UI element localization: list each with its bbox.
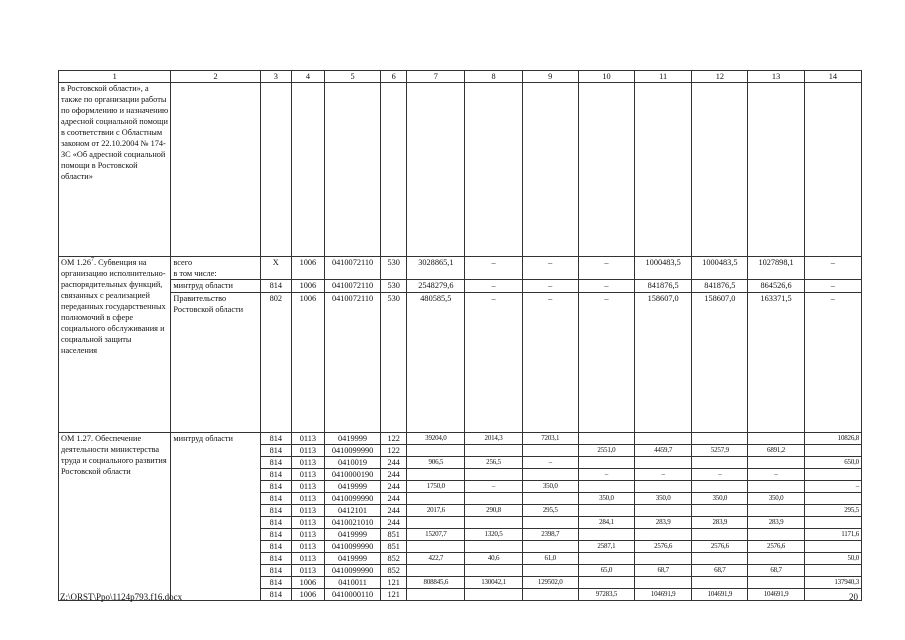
- empty-cell: [635, 83, 692, 257]
- table-cell: 0113: [291, 541, 324, 553]
- event-name-cell: ОМ 1.27. Обеспечение деятельности министерства труда и социального развития Ростовской области: [59, 433, 171, 601]
- table-cell: 2548279,6: [407, 280, 465, 293]
- empty-cell: [635, 505, 692, 517]
- table-cell: 0113: [291, 565, 324, 577]
- empty-cell: [578, 505, 634, 517]
- table-cell: 68,7: [748, 565, 804, 577]
- empty-cell: [635, 433, 692, 445]
- table-cell: 283,9: [635, 517, 692, 529]
- table-cell: –: [522, 280, 578, 293]
- empty-cell: [692, 553, 748, 565]
- table-cell: 158607,0: [692, 293, 748, 433]
- empty-cell: [522, 541, 578, 553]
- table-cell: 814: [260, 280, 291, 293]
- empty-cell: [324, 83, 380, 257]
- table-cell: –: [692, 469, 748, 481]
- table-cell: 2576,6: [748, 541, 804, 553]
- empty-cell: [804, 83, 861, 257]
- table-cell: 0412101: [324, 505, 380, 517]
- table-cell: 814: [260, 505, 291, 517]
- table-cell: 814: [260, 481, 291, 493]
- empty-cell: [692, 529, 748, 541]
- table-row: [59, 280, 862, 293]
- empty-cell: [522, 565, 578, 577]
- column-header: 4: [291, 71, 324, 83]
- empty-cell: [635, 529, 692, 541]
- table-cell: 0113: [291, 505, 324, 517]
- event-name-cell: [59, 257, 171, 433]
- empty-cell: [748, 481, 804, 493]
- empty-cell: [748, 457, 804, 469]
- empty-cell: [465, 517, 522, 529]
- empty-cell: [407, 517, 465, 529]
- table-cell: 0410099990: [324, 565, 380, 577]
- empty-cell: [171, 83, 260, 257]
- table-cell: 290,8: [465, 505, 522, 517]
- table-cell: 283,9: [748, 517, 804, 529]
- column-header: 5: [324, 71, 380, 83]
- empty-cell: [522, 493, 578, 505]
- table-cell: 0113: [291, 493, 324, 505]
- table-cell: 39204,0: [407, 433, 465, 445]
- table-cell: 0410072110: [324, 280, 380, 293]
- table-cell: 851: [381, 529, 407, 541]
- table-cell: 0410011: [324, 577, 380, 589]
- empty-cell: [578, 433, 634, 445]
- column-header: 13: [748, 71, 804, 83]
- table-cell: 2576,6: [635, 541, 692, 553]
- table-cell: 808845,6: [407, 577, 465, 589]
- table-cell: 0410099990: [324, 445, 380, 457]
- table-cell: 0113: [291, 529, 324, 541]
- column-header: 3: [260, 71, 291, 83]
- table-cell: 0113: [291, 517, 324, 529]
- table-row: [59, 83, 862, 257]
- table-cell: 814: [260, 493, 291, 505]
- table-cell: 0113: [291, 433, 324, 445]
- table-cell: –: [578, 257, 634, 280]
- empty-cell: [578, 553, 634, 565]
- empty-cell: [465, 565, 522, 577]
- table-cell: –: [465, 280, 522, 293]
- table-cell: 163371,5: [748, 293, 804, 433]
- table-cell: 7203,1: [522, 433, 578, 445]
- table-cell: 802: [260, 293, 291, 433]
- empty-cell: [804, 517, 861, 529]
- table-cell: 814: [260, 445, 291, 457]
- table-cell: 1171,6: [804, 529, 861, 541]
- empty-cell: [260, 83, 291, 257]
- table-cell: 1000483,5: [692, 257, 748, 280]
- event-description: . Субвенция на организацию исполнительно-распорядительных функций, связанных с реализацией переданных государственных полномочий в сфере социального обслуживания и социальной защиты населения: [61, 258, 166, 355]
- empty-cell: [407, 445, 465, 457]
- table-cell: 244: [381, 469, 407, 481]
- empty-cell: [407, 469, 465, 481]
- table-cell: 295,5: [804, 505, 861, 517]
- executor-cell: Правительство Ростовской области: [171, 293, 260, 433]
- table-cell: Х: [260, 257, 291, 280]
- empty-cell: [407, 589, 465, 601]
- table-cell: 814: [260, 541, 291, 553]
- empty-cell: [578, 83, 634, 257]
- table-cell: 650,0: [804, 457, 861, 469]
- table-cell: 1027898,1: [748, 257, 804, 280]
- table-cell: 104691,9: [748, 589, 804, 601]
- empty-cell: [748, 553, 804, 565]
- table-cell: 1006: [291, 589, 324, 601]
- empty-cell: [465, 469, 522, 481]
- table-cell: 50,0: [804, 553, 861, 565]
- table-cell: 814: [260, 469, 291, 481]
- table-cell: 0419999: [324, 553, 380, 565]
- table-cell: 283,9: [692, 517, 748, 529]
- table-cell: 295,5: [522, 505, 578, 517]
- empty-cell: [804, 469, 861, 481]
- table-cell: –: [465, 293, 522, 433]
- table-cell: 2017,6: [407, 505, 465, 517]
- empty-cell: [522, 469, 578, 481]
- table-cell: 104691,9: [635, 589, 692, 601]
- table-cell: 350,0: [748, 493, 804, 505]
- table-cell: 244: [381, 517, 407, 529]
- table-cell: 906,5: [407, 457, 465, 469]
- table-cell: 0410099990: [324, 493, 380, 505]
- table-cell: 1006: [291, 577, 324, 589]
- empty-cell: [692, 83, 748, 257]
- table-cell: 0113: [291, 469, 324, 481]
- empty-cell: [465, 445, 522, 457]
- table-cell: 104691,9: [692, 589, 748, 601]
- page-number: 20: [849, 592, 858, 602]
- empty-cell: [804, 541, 861, 553]
- empty-cell: [804, 565, 861, 577]
- table-cell: 350,0: [522, 481, 578, 493]
- table-cell: 6891,2: [748, 445, 804, 457]
- empty-cell: [522, 517, 578, 529]
- table-cell: 256,5: [465, 457, 522, 469]
- empty-cell: [407, 83, 465, 257]
- table-cell: –: [748, 469, 804, 481]
- table-cell: 814: [260, 553, 291, 565]
- table-cell: 841876,5: [692, 280, 748, 293]
- table-cell: 1006: [291, 257, 324, 280]
- table-cell: –: [578, 469, 634, 481]
- table-cell: 0113: [291, 481, 324, 493]
- table-cell: 841876,5: [635, 280, 692, 293]
- table-cell: 422,7: [407, 553, 465, 565]
- table-cell: 2014,3: [465, 433, 522, 445]
- table-cell: 65,0: [578, 565, 634, 577]
- table-cell: –: [804, 257, 861, 280]
- empty-cell: [578, 481, 634, 493]
- table-cell: 0419999: [324, 529, 380, 541]
- table-cell: 1000483,5: [635, 257, 692, 280]
- table-cell: 10826,8: [804, 433, 861, 445]
- column-header: 10: [578, 71, 634, 83]
- table-cell: 1320,5: [465, 529, 522, 541]
- table-cell: 0113: [291, 445, 324, 457]
- column-header: 11: [635, 71, 692, 83]
- column-header: 1: [59, 71, 171, 83]
- empty-cell: [407, 493, 465, 505]
- table-cell: 3028865,1: [407, 257, 465, 280]
- file-path: Z:\ORST\Ppo\1124p793.f16.docx: [60, 592, 183, 602]
- table-cell: 0410000110: [324, 589, 380, 601]
- empty-cell: [381, 83, 407, 257]
- empty-cell: [748, 83, 804, 257]
- empty-cell: [748, 433, 804, 445]
- table-cell: 350,0: [692, 493, 748, 505]
- table-cell: 0410099990: [324, 541, 380, 553]
- empty-cell: [635, 481, 692, 493]
- table-cell: –: [522, 293, 578, 433]
- table-row: [59, 293, 862, 433]
- table-cell: 1006: [291, 293, 324, 433]
- table-cell: –: [578, 293, 634, 433]
- table-cell: 814: [260, 457, 291, 469]
- empty-cell: [465, 541, 522, 553]
- header-row: [59, 71, 862, 83]
- executor-cell: всего в том числе:: [171, 257, 260, 280]
- table-cell: –: [804, 280, 861, 293]
- empty-cell: [692, 481, 748, 493]
- table-cell: 852: [381, 565, 407, 577]
- table-cell: 852: [381, 553, 407, 565]
- table-cell: 122: [381, 445, 407, 457]
- table-cell: –: [804, 293, 861, 433]
- empty-cell: [635, 577, 692, 589]
- table-cell: 814: [260, 577, 291, 589]
- empty-cell: [748, 529, 804, 541]
- empty-cell: [748, 505, 804, 517]
- table-cell: 15207,7: [407, 529, 465, 541]
- table-cell: 480585,5: [407, 293, 465, 433]
- empty-cell: [804, 445, 861, 457]
- table-cell: 244: [381, 493, 407, 505]
- table-cell: 0419999: [324, 481, 380, 493]
- event-code: ОМ 1.26: [61, 258, 91, 267]
- empty-cell: [692, 505, 748, 517]
- table-cell: 1750,0: [407, 481, 465, 493]
- empty-cell: [635, 457, 692, 469]
- column-header: 6: [381, 71, 407, 83]
- table-cell: 864526,6: [748, 280, 804, 293]
- table-cell: 0410072110: [324, 293, 380, 433]
- empty-cell: [465, 83, 522, 257]
- table-cell: 2551,0: [578, 445, 634, 457]
- table-cell: 530: [381, 293, 407, 433]
- table-cell: 122: [381, 433, 407, 445]
- empty-cell: [578, 577, 634, 589]
- table-cell: –: [465, 257, 522, 280]
- table-cell: 0113: [291, 553, 324, 565]
- empty-cell: [522, 445, 578, 457]
- empty-cell: [692, 577, 748, 589]
- table-cell: 530: [381, 257, 407, 280]
- empty-cell: [407, 565, 465, 577]
- empty-cell: [804, 493, 861, 505]
- table-cell: 137940,3: [804, 577, 861, 589]
- table-cell: 5257,9: [692, 445, 748, 457]
- column-header: 7: [407, 71, 465, 83]
- table-cell: –: [635, 469, 692, 481]
- column-header: 9: [522, 71, 578, 83]
- empty-cell: [522, 589, 578, 601]
- empty-cell: [635, 553, 692, 565]
- table-cell: 814: [260, 565, 291, 577]
- table-cell: 284,1: [578, 517, 634, 529]
- table-cell: 0410000190: [324, 469, 380, 481]
- table-cell: 121: [381, 589, 407, 601]
- empty-cell: [465, 493, 522, 505]
- empty-cell: [407, 541, 465, 553]
- table-cell: 158607,0: [635, 293, 692, 433]
- column-header: 2: [171, 71, 260, 83]
- column-header: 14: [804, 71, 861, 83]
- table-cell: 530: [381, 280, 407, 293]
- table-cell: 0113: [291, 457, 324, 469]
- table-cell: 2587,1: [578, 541, 634, 553]
- table-cell: 0410019: [324, 457, 380, 469]
- table-cell: –: [465, 481, 522, 493]
- table-cell: 130042,1: [465, 577, 522, 589]
- empty-cell: [291, 83, 324, 257]
- empty-cell: [522, 83, 578, 257]
- table-cell: 129502,0: [522, 577, 578, 589]
- table-cell: 814: [260, 433, 291, 445]
- executor-cell: минтруд области: [171, 433, 260, 601]
- table-cell: 0410072110: [324, 257, 380, 280]
- table-cell: –: [522, 257, 578, 280]
- table-cell: 4459,7: [635, 445, 692, 457]
- table-cell: –: [578, 280, 634, 293]
- table-row: [59, 257, 862, 280]
- empty-cell: [465, 589, 522, 601]
- table-cell: 0410021010: [324, 517, 380, 529]
- table-cell: –: [804, 481, 861, 493]
- table-cell: 121: [381, 577, 407, 589]
- table-cell: 1006: [291, 280, 324, 293]
- event-name-cell: в Ростовской области», а также по организации работы по оформлению и назначению адресной социальной помощи в соответствии с Областным законом от 22.10.2004 № 174-ЗС «Об адресной социальной помощи в Ростовской области»: [59, 83, 171, 257]
- table-cell: 68,7: [692, 565, 748, 577]
- empty-cell: [692, 457, 748, 469]
- empty-cell: [578, 529, 634, 541]
- table-cell: 814: [260, 529, 291, 541]
- table-cell: 244: [381, 457, 407, 469]
- table-cell: 814: [260, 589, 291, 601]
- table-cell: 814: [260, 517, 291, 529]
- budget-table: [58, 70, 862, 601]
- table-cell: 2576,6: [692, 541, 748, 553]
- table-cell: 350,0: [635, 493, 692, 505]
- table-cell: –: [522, 457, 578, 469]
- column-header: 8: [465, 71, 522, 83]
- footnote-mark: 7: [90, 257, 94, 264]
- executor-cell: минтруд области: [171, 280, 260, 293]
- table-cell: 97283,5: [578, 589, 634, 601]
- column-header: 12: [692, 71, 748, 83]
- empty-cell: [748, 577, 804, 589]
- table-cell: 350,0: [578, 493, 634, 505]
- table-cell: 0419999: [324, 433, 380, 445]
- empty-cell: [578, 457, 634, 469]
- table-row: [59, 433, 862, 445]
- table-cell: 244: [381, 505, 407, 517]
- table-cell: 68,7: [635, 565, 692, 577]
- table-cell: 851: [381, 541, 407, 553]
- table-cell: 244: [381, 481, 407, 493]
- table-cell: 2398,7: [522, 529, 578, 541]
- table-cell: 40,6: [465, 553, 522, 565]
- empty-cell: [692, 433, 748, 445]
- table-cell: 61,0: [522, 553, 578, 565]
